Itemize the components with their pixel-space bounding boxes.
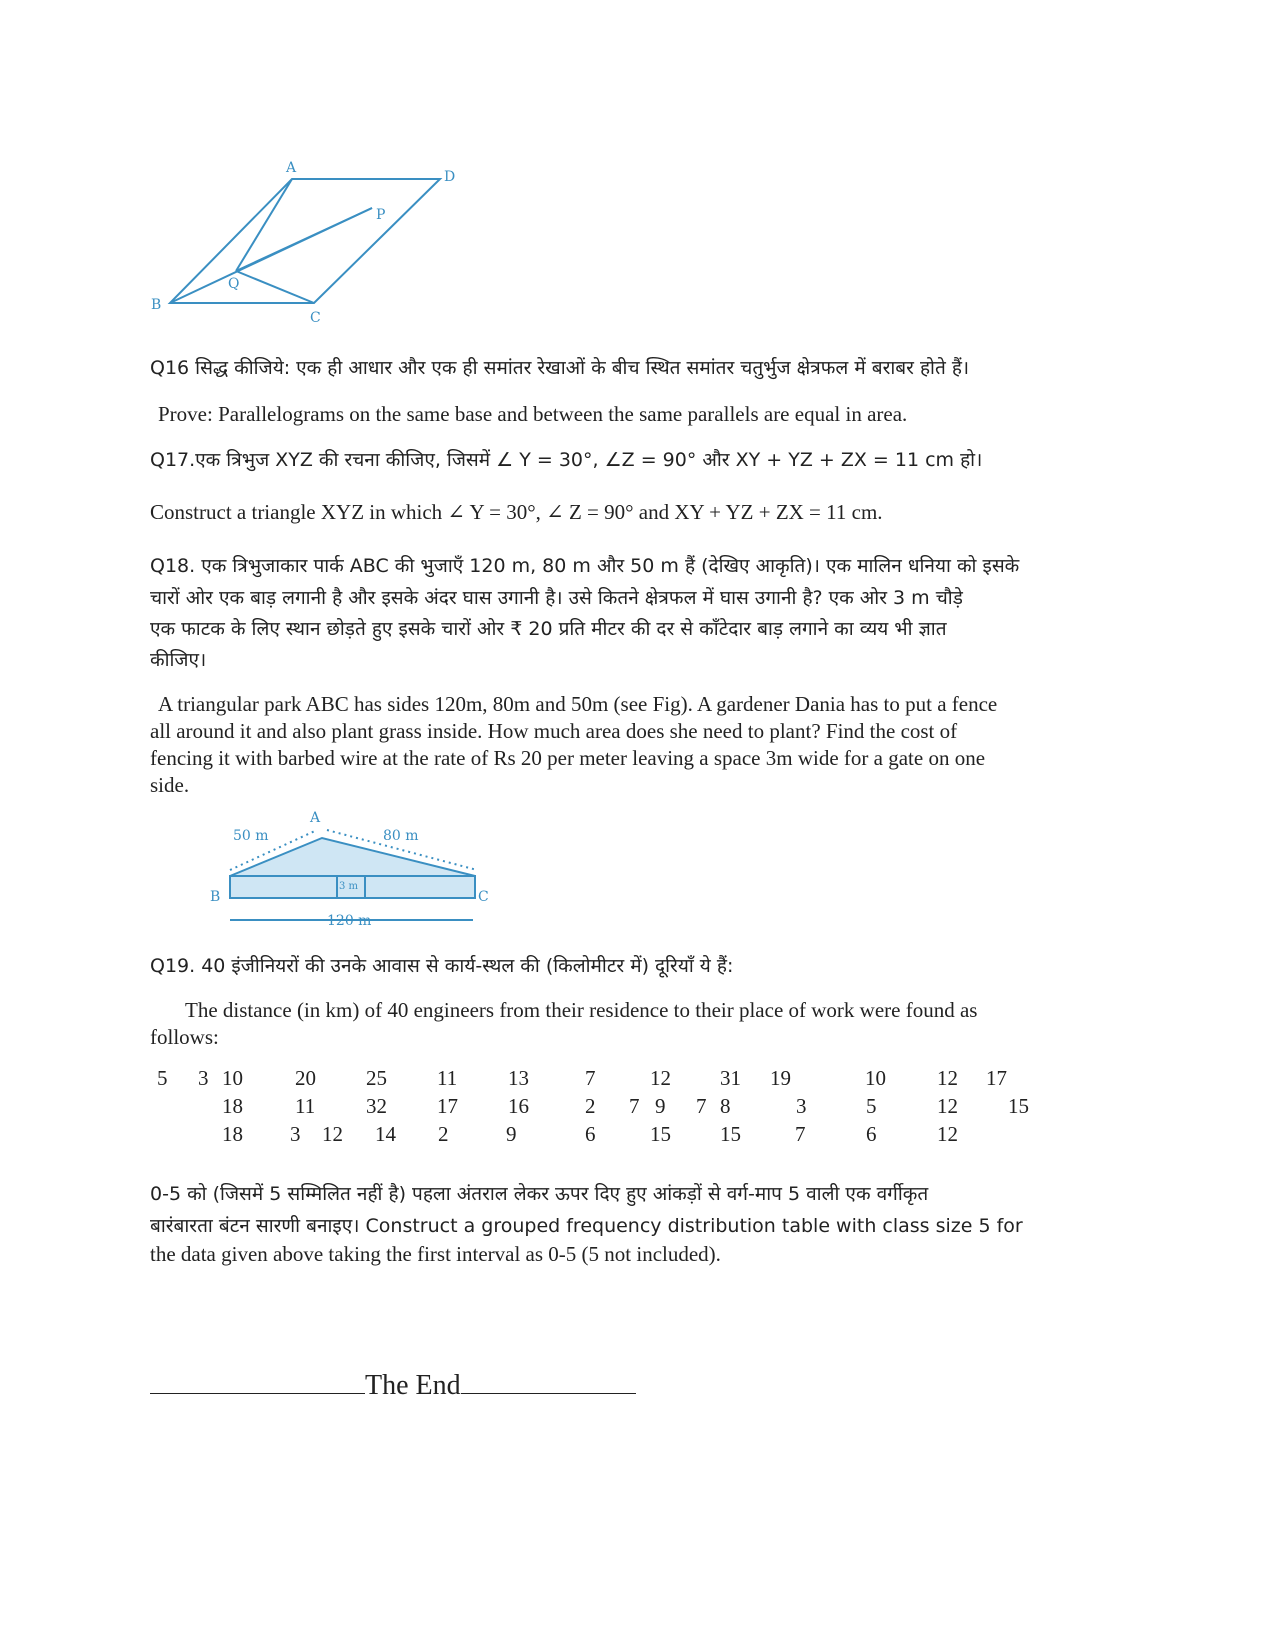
side-ab-label: 50 m [233, 828, 269, 844]
end-rule-right [461, 1371, 636, 1394]
data-cell: 12 [937, 1066, 958, 1090]
q19-footer-line-2: बारंबारता बंटन सारणी बनाइए। Construct a grouped frequency distribution table with class size 5 for [150, 1215, 1023, 1237]
data-cell: 17 [437, 1094, 458, 1118]
data-cell: 19 [770, 1066, 791, 1090]
triangle-park-figure [205, 808, 505, 938]
q18-hindi-line-1: Q18. एक त्रिभुजाकार पार्क ABC की भुजाएँ 120 m, 80 m और 50 m हैं (देखिए आकृति)। एक मालिन धनिया को इसके [150, 555, 1020, 577]
data-cell: 20 [295, 1066, 316, 1090]
data-cell: 7 [629, 1094, 640, 1118]
data-cell: 18 [222, 1094, 243, 1118]
segment-qc [236, 271, 314, 303]
q16-hindi: Q16 सिद्ध कीजिये: एक ही आधार और एक ही समांतर रेखाओं के बीच स्थित समांतर चतुर्भुज क्षेत्रफल में बराबर होते हैं। [150, 357, 970, 379]
data-cell: 11 [295, 1094, 316, 1118]
data-cell: 10 [222, 1066, 243, 1090]
side-ac-label: 80 m [383, 828, 419, 844]
the-end-line [150, 1370, 636, 1402]
end-rule-left [150, 1371, 365, 1394]
data-cell: 7 [696, 1094, 707, 1118]
data-cell: 12 [937, 1122, 958, 1146]
q18-english-line-1: A triangular park ABC has sides 120m, 80m and 50m (see Fig). A gardener Dania has to put a fence [158, 692, 998, 716]
q19-english-line-2: follows: [150, 1025, 219, 1049]
data-cell: 25 [366, 1066, 387, 1090]
label-d: D [444, 169, 456, 185]
data-cell: 5 [157, 1066, 168, 1090]
data-cell: 3 [796, 1094, 807, 1118]
data-cell: 6 [866, 1122, 877, 1146]
data-cell: 13 [508, 1066, 529, 1090]
label-q: Q [228, 276, 240, 292]
data-cell: 15 [1008, 1094, 1029, 1118]
data-cell: 12 [937, 1094, 958, 1118]
data-cell: 5 [866, 1094, 877, 1118]
data-cell: 11 [437, 1066, 458, 1090]
the-end-label: The End [365, 1370, 461, 1401]
q18-hindi-line-4: कीजिए। [150, 649, 207, 671]
data-cell: 16 [508, 1094, 529, 1118]
label-b: B [151, 297, 162, 313]
data-cell: 3 [198, 1066, 209, 1090]
q17-hindi: Q17.एक त्रिभुज XYZ की रचना कीजिए, जिसमें ∠ Y = 30°, ∠Z = 90° और XY + YZ + ZX = 11 cm हो। [150, 449, 983, 471]
data-cell: 7 [585, 1066, 596, 1090]
base-label: 120 m [327, 913, 372, 929]
q18-english-line-2: all around it and also plant grass inside. How much area does she need to plant? Find the cost of [150, 719, 958, 743]
q18-english-line-3: fencing it with barbed wire at the rate of Rs 20 per meter leaving a space 3m wide for a gate on one [150, 746, 986, 770]
q19-footer-line-1: 0-5 को (जिसमें 5 सम्मिलित नहीं है) पहला अंतराल लेकर ऊपर दिए हुए आंकड़ों से वर्ग-माप 5 वाली एक वर्गीकृत [150, 1183, 929, 1205]
data-cell: 9 [655, 1094, 666, 1118]
park-label-c: C [478, 889, 489, 905]
label-a: A [286, 160, 297, 176]
data-cell: 3 [290, 1122, 301, 1146]
data-cell: 6 [585, 1122, 596, 1146]
data-cell: 17 [986, 1066, 1007, 1090]
park-label-b: B [210, 889, 221, 905]
q19-hindi: Q19. 40 इंजीनियरों की उनके आवास से कार्य-स्थल की (किलोमीटर में) दूरियाँ ये हैं: [150, 955, 734, 977]
data-cell: 2 [438, 1122, 449, 1146]
data-cell: 12 [650, 1066, 671, 1090]
data-cell: 7 [795, 1122, 806, 1146]
label-c: C [310, 310, 321, 326]
data-cell: 2 [585, 1094, 596, 1118]
data-cell: 31 [720, 1066, 741, 1090]
data-cell: 8 [720, 1094, 731, 1118]
label-p: P [376, 207, 386, 223]
q18-hindi-line-2: चारों ओर एक बाड़ लगानी है और इसके अंदर घास उगानी है। उसे कितने क्षेत्रफल में घास उगानी है? एक ओर 3 m चौड़े [150, 587, 963, 609]
data-cell: 15 [720, 1122, 741, 1146]
q18-english-line-4: side. [150, 773, 190, 797]
data-cell: 10 [865, 1066, 886, 1090]
data-cell: 32 [366, 1094, 387, 1118]
segment-bp [170, 208, 372, 303]
data-cell: 12 [322, 1122, 343, 1146]
data-cell: 9 [506, 1122, 517, 1146]
q16-english: Prove: Parallelograms on the same base and between the same parallels are equal in area. [158, 402, 908, 426]
q19-footer-line-3: the data given above taking the first interval as 0-5 (5 not included). [150, 1242, 721, 1266]
gate-label: 3 m [339, 881, 359, 892]
data-cell: 15 [650, 1122, 671, 1146]
parallelogram-figure [140, 155, 480, 330]
q18-hindi-line-3: एक फाटक के लिए स्थान छोड़ते हुए इसके चारों ओर ₹ 20 प्रति मीटर की दर से काँटेदार बाड़ लगाने का व्यय भी ज्ञात [150, 618, 947, 640]
data-cell: 18 [222, 1122, 243, 1146]
park-label-a: A [310, 810, 321, 826]
data-cell: 14 [375, 1122, 396, 1146]
q17-english: Construct a triangle XYZ in which ∠ Y = 30°, ∠ Z = 90° and XY + YZ + ZX = 11 cm. [150, 500, 883, 524]
q19-english-line-1: The distance (in km) of 40 engineers from their residence to their place of work were found as [185, 998, 978, 1022]
